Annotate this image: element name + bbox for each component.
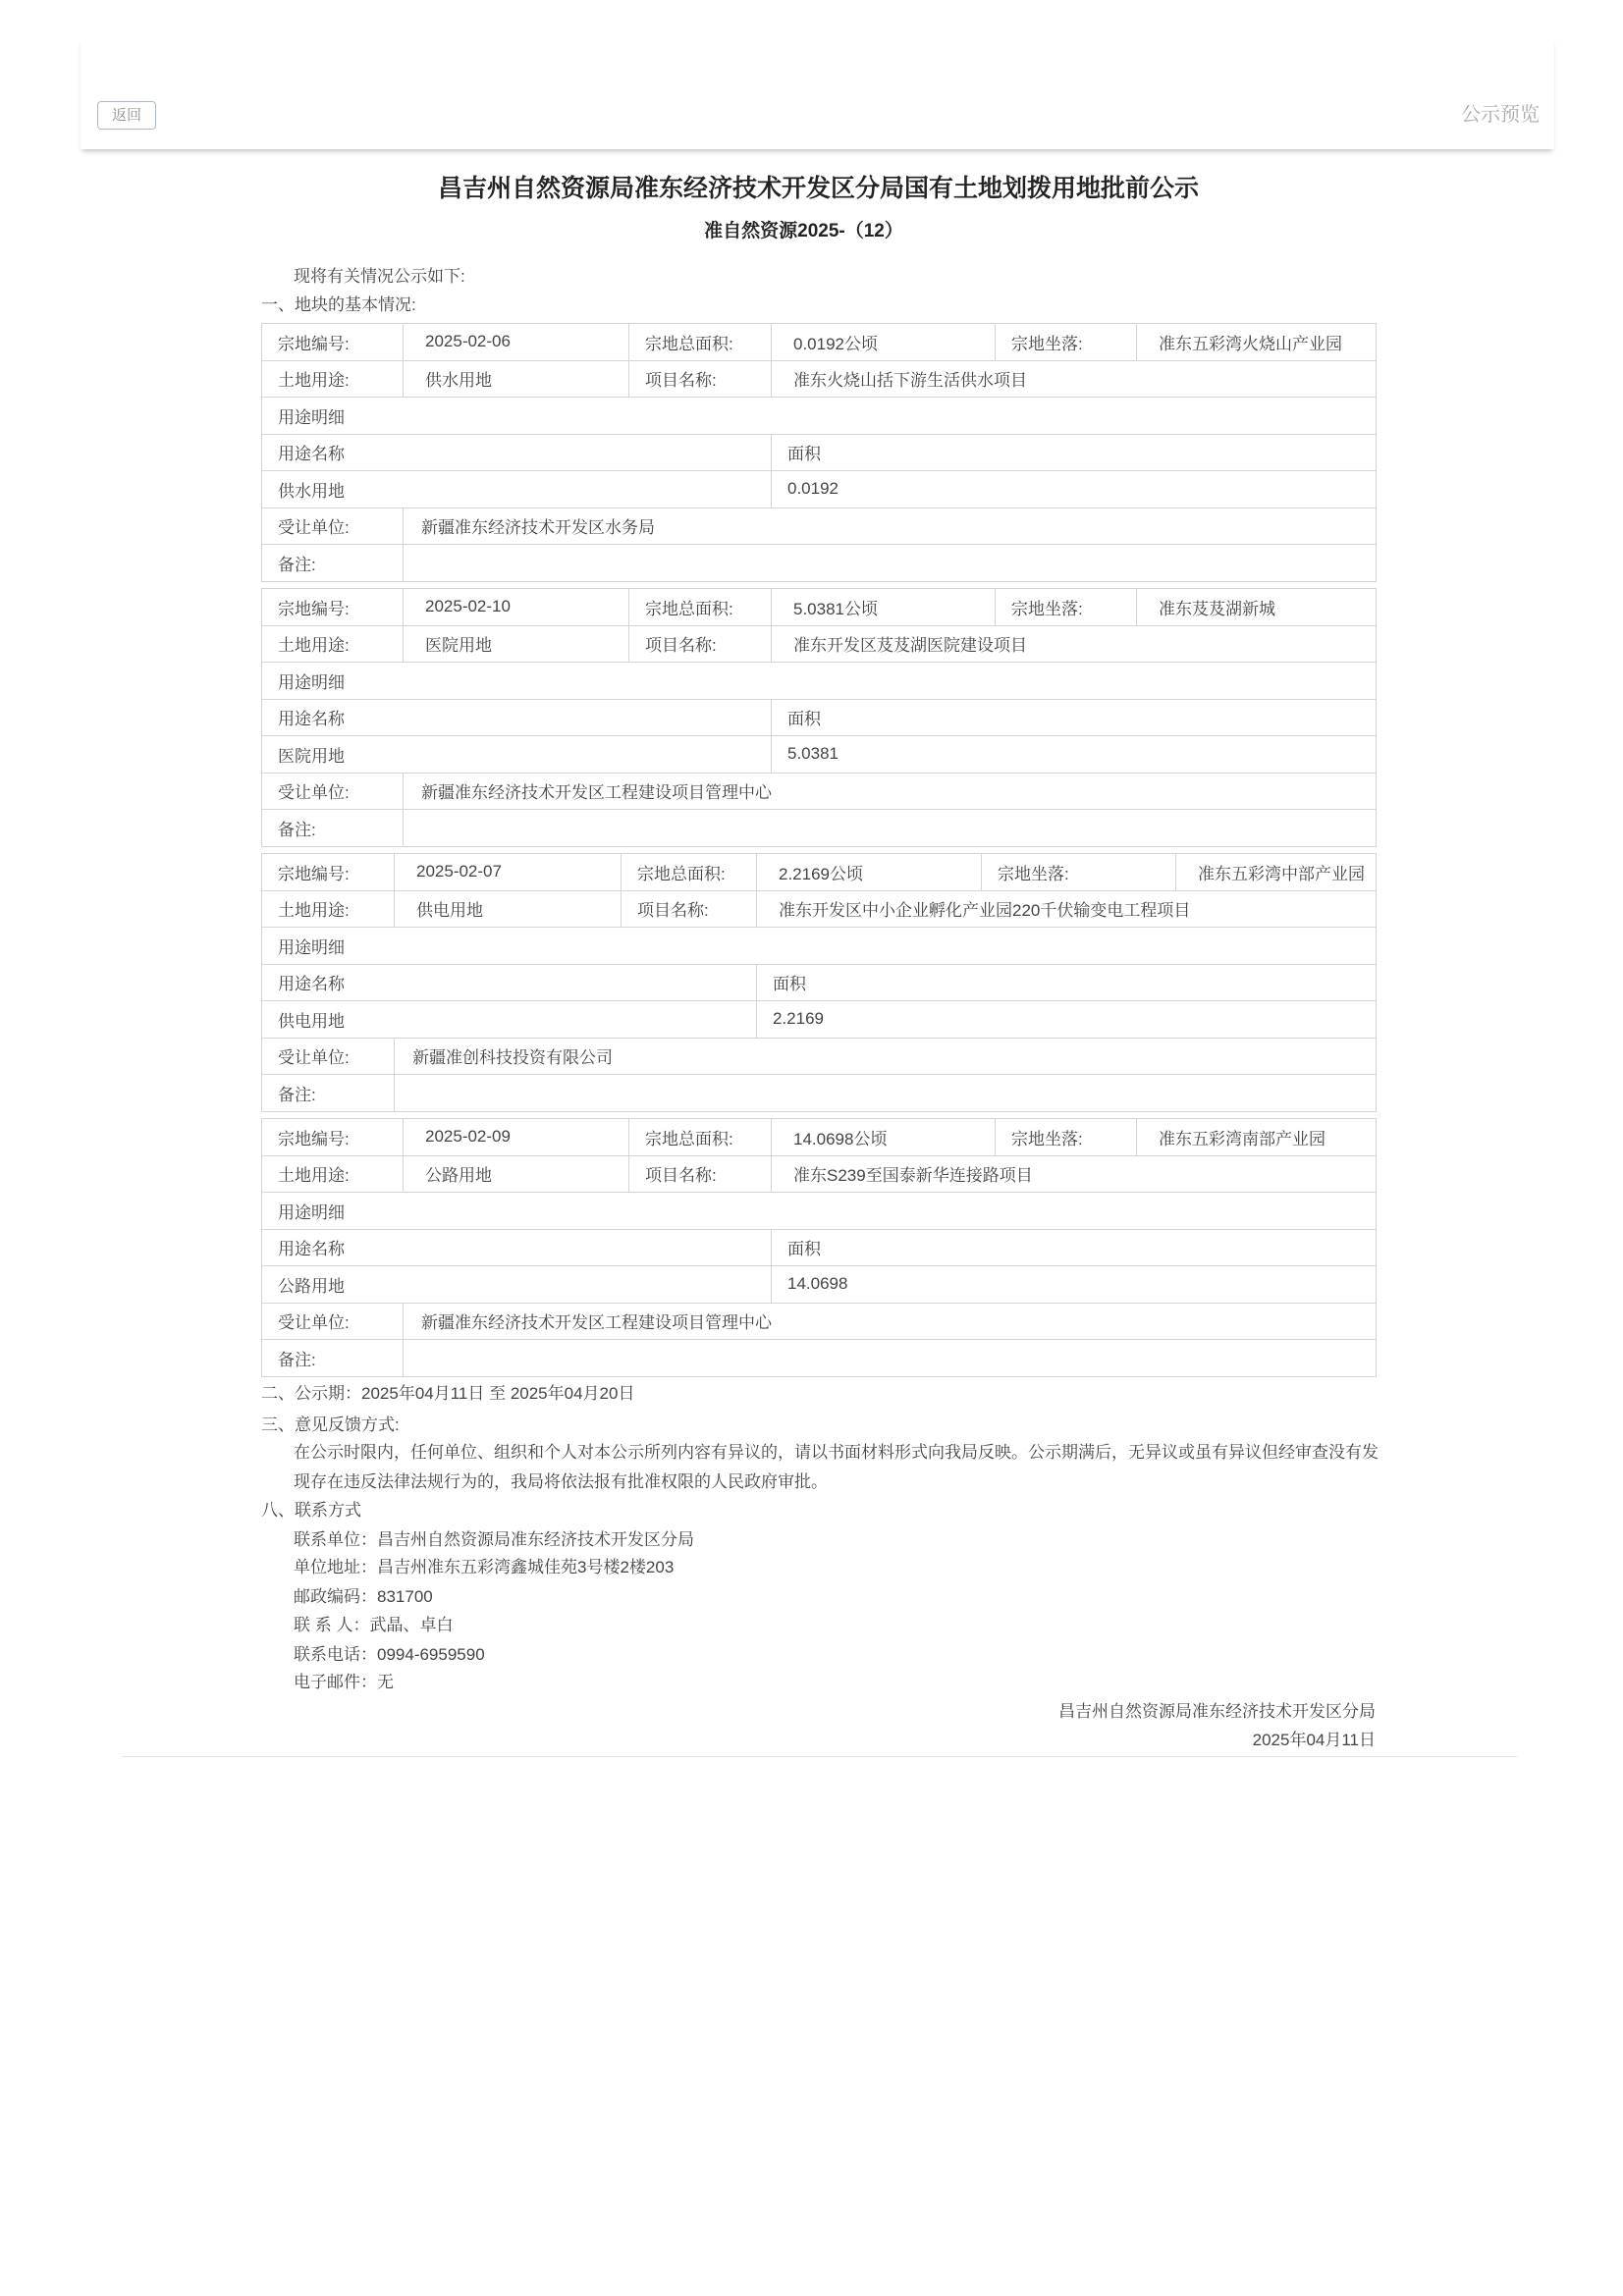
use-name-value: 公路用地 — [262, 1266, 772, 1304]
project-name-value: 准东S239至国泰新华连接路项目 — [772, 1155, 1377, 1193]
area-header: 面积 — [757, 964, 1377, 1001]
use-name-value: 供水用地 — [262, 471, 772, 508]
location-label: 宗地坐落: — [996, 1119, 1137, 1156]
grantee-value: 新疆准东经济技术开发区工程建设项目管理中心 — [404, 773, 1377, 810]
total-area-value: 0.0192公顷 — [772, 324, 996, 361]
project-name-label: 项目名称: — [629, 360, 772, 398]
use-name-value: 医院用地 — [262, 736, 772, 774]
remark-value — [404, 545, 1377, 582]
location-label: 宗地坐落: — [996, 589, 1137, 626]
table-row — [262, 1193, 1377, 1230]
contact-value: 0994-6959590 — [377, 1645, 485, 1664]
signature-date: 2025年04月11日 — [1252, 1731, 1376, 1749]
use-name-header: 用途名称 — [262, 964, 757, 1001]
grantee-label: 受让单位: — [262, 507, 404, 545]
location-value: 准东五彩湾南部产业园 — [1137, 1119, 1377, 1156]
contact-label: 电子邮件： — [294, 1673, 377, 1691]
document-number: 准自然资源2025-（12） — [704, 221, 903, 241]
use-name-header: 用途名称 — [262, 699, 772, 736]
total-area-label: 宗地总面积: — [629, 324, 772, 361]
use-area-value: 0.0192 — [772, 471, 1377, 508]
land-use-label: 土地用途: — [262, 625, 404, 663]
project-name-value: 准东开发区中小企业孵化产业园220千伏输变电工程项目 — [757, 890, 1377, 928]
project-name-label: 项目名称: — [622, 890, 757, 928]
land-use-label: 土地用途: — [262, 890, 395, 928]
use-name-header: 用途名称 — [262, 1229, 772, 1266]
remark-label: 备注: — [262, 545, 404, 582]
table-row — [262, 545, 1377, 582]
use-area-value: 14.0698 — [772, 1266, 1377, 1304]
project-name-label: 项目名称: — [629, 625, 772, 663]
feedback-heading: 三、意见反馈方式: — [261, 1415, 400, 1434]
parcel-table — [261, 853, 1377, 1112]
top-header — [81, 39, 1554, 149]
use-detail-heading: 用途明细 — [262, 398, 1377, 435]
total-area-label: 宗地总面积: — [629, 1119, 772, 1156]
table-row — [262, 1155, 1377, 1193]
land-use-value: 医院用地 — [404, 625, 629, 663]
total-area-label: 宗地总面积: — [629, 589, 772, 626]
grantee-value: 新疆准东经济技术开发区水务局 — [404, 507, 1377, 545]
contact-unit — [294, 1525, 694, 1555]
table-row — [262, 736, 1377, 774]
table-row — [262, 625, 1377, 663]
use-area-value: 5.0381 — [772, 736, 1377, 774]
contact-label: 单位地址： — [294, 1558, 377, 1576]
page-title: 昌吉州自然资源局准东经济技术开发区分局国有土地划拨用地批前公示 — [437, 175, 1199, 202]
contact-value: 昌吉州准东五彩湾鑫城佳苑3号楼2楼203 — [377, 1558, 675, 1576]
table-row — [262, 589, 1377, 626]
use-area-value: 2.2169 — [757, 1001, 1377, 1039]
area-header: 面积 — [772, 699, 1377, 736]
table-row — [262, 1075, 1377, 1112]
back-button[interactable]: 返回 — [97, 101, 156, 130]
parcel-table — [261, 323, 1377, 582]
location-value: 准东五彩湾中部产业园 — [1176, 854, 1377, 891]
contact-value: 武晶、卓白 — [369, 1616, 454, 1634]
land-use-label: 土地用途: — [262, 1155, 404, 1193]
grantee-label: 受让单位: — [262, 773, 404, 810]
parcel-no-label: 宗地编号: — [262, 1119, 404, 1156]
land-use-value: 公路用地 — [404, 1155, 629, 1193]
table-row — [262, 360, 1377, 398]
bottom-divider — [122, 1756, 1517, 1757]
grantee-value: 新疆准创科技投资有限公司 — [395, 1038, 1377, 1075]
table-row — [262, 1119, 1377, 1156]
land-use-label: 土地用途: — [262, 360, 404, 398]
total-area-value: 14.0698公顷 — [772, 1119, 996, 1156]
parcel-no-value: 2025-02-10 — [404, 589, 629, 626]
remark-label: 备注: — [262, 810, 404, 847]
table-row — [262, 471, 1377, 508]
table-row — [262, 1266, 1377, 1304]
project-name-value: 准东火烧山括下游生活供水项目 — [772, 360, 1377, 398]
contact-email — [294, 1668, 394, 1697]
contact-heading: 八、联系方式 — [261, 1501, 361, 1520]
table-row — [262, 1303, 1377, 1340]
parcel-no-label: 宗地编号: — [262, 589, 404, 626]
table-row — [262, 434, 1377, 471]
contact-label: 邮政编码： — [294, 1587, 377, 1606]
parcel-table — [261, 588, 1377, 847]
remark-value — [404, 1340, 1377, 1377]
parcel-no-value: 2025-02-06 — [404, 324, 629, 361]
table-row — [262, 890, 1377, 928]
area-header: 面积 — [772, 1229, 1377, 1266]
location-value: 准东五彩湾火烧山产业园 — [1137, 324, 1377, 361]
table-row — [262, 773, 1377, 810]
use-name-header: 用途名称 — [262, 434, 772, 471]
use-detail-heading: 用途明细 — [262, 928, 1377, 965]
grantee-label: 受让单位: — [262, 1038, 395, 1075]
table-row — [262, 398, 1377, 435]
area-header: 面积 — [772, 434, 1377, 471]
contact-value: 无 — [377, 1673, 394, 1691]
preview-title: 公示预览 — [1461, 104, 1540, 126]
table-row — [262, 854, 1377, 891]
contact-label: 联系单位： — [294, 1530, 377, 1549]
table-row — [262, 663, 1377, 700]
use-detail-heading: 用途明细 — [262, 1193, 1377, 1230]
grantee-label: 受让单位: — [262, 1303, 404, 1340]
land-use-value: 供水用地 — [404, 360, 629, 398]
table-row — [262, 1001, 1377, 1039]
contact-address — [294, 1553, 674, 1582]
location-label: 宗地坐落: — [996, 324, 1137, 361]
feedback-text-line: 在公示时限内，任何单位、组织和个人对本公示所列内容有异议的，请以书面材料形式向我局反映。公示期满后，无异议或虽有异议但经审查没有发 — [294, 1443, 1379, 1462]
table-row — [262, 928, 1377, 965]
parcel-no-value: 2025-02-09 — [404, 1119, 629, 1156]
remark-label: 备注: — [262, 1340, 404, 1377]
remark-label: 备注: — [262, 1075, 395, 1112]
remark-value — [395, 1075, 1377, 1112]
remark-value — [404, 810, 1377, 847]
contact-phone — [294, 1640, 485, 1670]
feedback-text-line: 现存在违反法律法规行为的，我局将依法报有批准权限的人民政府审批。 — [294, 1472, 828, 1491]
total-area-value: 5.0381公顷 — [772, 589, 996, 626]
intro-text: 现将有关情况公示如下: — [294, 267, 465, 286]
contact-label: 联系电话： — [294, 1645, 377, 1664]
project-name-value: 准东开发区芨芨湖医院建设项目 — [772, 625, 1377, 663]
contact-person — [294, 1611, 453, 1640]
section1-heading: 一、地块的基本情况: — [261, 295, 416, 314]
table-row — [262, 699, 1377, 736]
use-detail-heading: 用途明细 — [262, 663, 1377, 700]
total-area-label: 宗地总面积: — [622, 854, 757, 891]
contact-value: 831700 — [377, 1587, 433, 1606]
table-row — [262, 507, 1377, 545]
land-use-value: 供电用地 — [395, 890, 622, 928]
grantee-value: 新疆准东经济技术开发区工程建设项目管理中心 — [404, 1303, 1377, 1340]
table-row — [262, 324, 1377, 361]
signature-org: 昌吉州自然资源局准东经济技术开发区分局 — [1058, 1702, 1376, 1721]
table-row — [262, 1340, 1377, 1377]
parcel-no-label: 宗地编号: — [262, 324, 404, 361]
project-name-label: 项目名称: — [629, 1155, 772, 1193]
location-value: 准东芨芨湖新城 — [1137, 589, 1377, 626]
table-row — [262, 1038, 1377, 1075]
table-row — [262, 810, 1377, 847]
parcel-table — [261, 1118, 1377, 1377]
contact-value: 昌吉州自然资源局准东经济技术开发区分局 — [377, 1530, 694, 1549]
contact-label: 联 系 人： — [294, 1616, 370, 1634]
contact-postcode — [294, 1582, 433, 1612]
use-name-value: 供电用地 — [262, 1001, 757, 1039]
parcel-no-value: 2025-02-07 — [395, 854, 622, 891]
total-area-value: 2.2169公顷 — [757, 854, 982, 891]
parcel-no-label: 宗地编号: — [262, 854, 395, 891]
table-row — [262, 1229, 1377, 1266]
publicity-period: 二、公示期：2025年04月11日 至 2025年04月20日 — [261, 1384, 635, 1403]
table-row — [262, 964, 1377, 1001]
location-label: 宗地坐落: — [982, 854, 1176, 891]
